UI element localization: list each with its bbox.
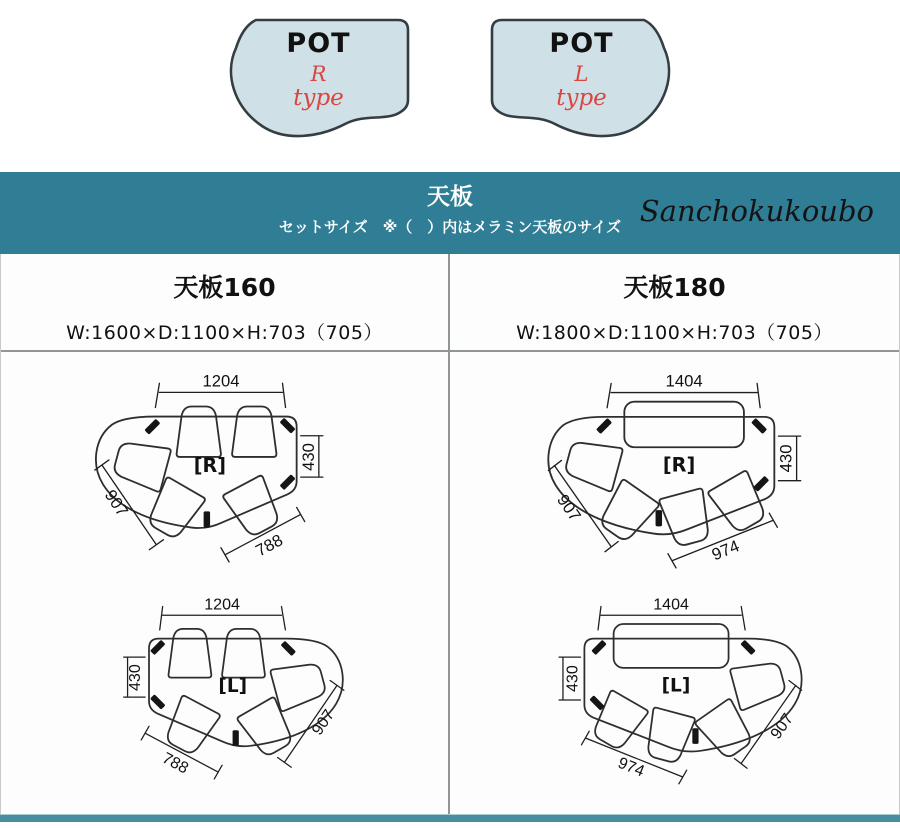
column-header-180: [450, 254, 899, 350]
table-leg-marker: [753, 476, 769, 492]
dim-side: 907: [766, 710, 798, 743]
pot-shape-r: [216, 17, 421, 149]
dim-width: 1204: [202, 371, 240, 391]
dim-width: 1204: [204, 595, 240, 614]
column-header-160: [1, 254, 450, 350]
dim-depth: 430: [776, 444, 796, 473]
table-leg-marker: [280, 418, 296, 434]
column-size: W:1600×D:1100×H:703（705）: [66, 322, 383, 344]
orientation-label: [R]: [193, 454, 227, 478]
table-leg-marker: [751, 418, 767, 434]
bench-icon: [624, 402, 744, 448]
dim-front: 974: [709, 536, 743, 565]
section-banner: [0, 172, 900, 254]
table-leg-marker: [204, 511, 210, 527]
chair-icon: [659, 488, 715, 548]
dim-depth: 430: [563, 665, 582, 693]
dim-depth: 430: [298, 443, 318, 471]
diagram-160-l: [1, 588, 450, 814]
banner-title: 天板: [427, 184, 473, 210]
pot-shape-l: [479, 17, 684, 149]
variant-word: type: [556, 85, 607, 111]
column-headers: [1, 254, 899, 352]
spec-sheet: [0, 254, 900, 814]
bottom-accent-strip: [0, 814, 900, 822]
table-leg-marker: [656, 510, 662, 526]
column-size: W:1800×D:1100×H:703（705）: [516, 322, 833, 344]
product-name: POT: [549, 28, 614, 59]
variant-letter: L: [574, 62, 589, 86]
dim-side: 907: [308, 706, 339, 739]
column-heading: 天板180: [623, 273, 726, 302]
diagram-row-r: [1, 352, 899, 588]
table-leg-marker: [596, 418, 612, 434]
dim-width: 1404: [653, 595, 689, 614]
chair-icon: [232, 406, 276, 456]
variant-word: type: [293, 85, 344, 111]
chair-icon: [563, 436, 623, 492]
dim-front: 974: [615, 753, 648, 781]
pot-l-text: [479, 17, 684, 110]
dim-side: 907: [553, 490, 585, 525]
orientation-label: [L]: [218, 676, 248, 698]
diagram-180-l: [450, 588, 899, 814]
diagram-180-r: [450, 352, 899, 588]
variant-letter: R: [310, 62, 327, 86]
chair-icon: [177, 406, 221, 456]
hero-section: [0, 0, 900, 172]
dim-width: 1404: [665, 371, 703, 391]
product-name: POT: [286, 28, 351, 59]
dim-front: 788: [252, 530, 286, 561]
diagram-160-r: [1, 352, 450, 588]
column-heading: 天板160: [173, 273, 276, 302]
chair-icon: [142, 477, 206, 543]
chair-icon: [111, 436, 171, 492]
dim-side: 907: [100, 486, 133, 520]
orientation-label: [R]: [662, 453, 696, 477]
diagram-row-l: [1, 588, 899, 814]
dim-front: 788: [159, 748, 192, 778]
dim-depth: 430: [126, 664, 145, 692]
orientation-label: [L]: [661, 675, 691, 697]
pot-r-text: [216, 17, 421, 110]
table-leg-marker: [144, 419, 160, 435]
table-leg-marker: [280, 474, 296, 490]
shop-watermark: Sanchokukoubo: [639, 194, 874, 228]
banner-subtitle: セットサイズ ※（ ）内はメラミン天板のサイズ: [278, 217, 622, 236]
